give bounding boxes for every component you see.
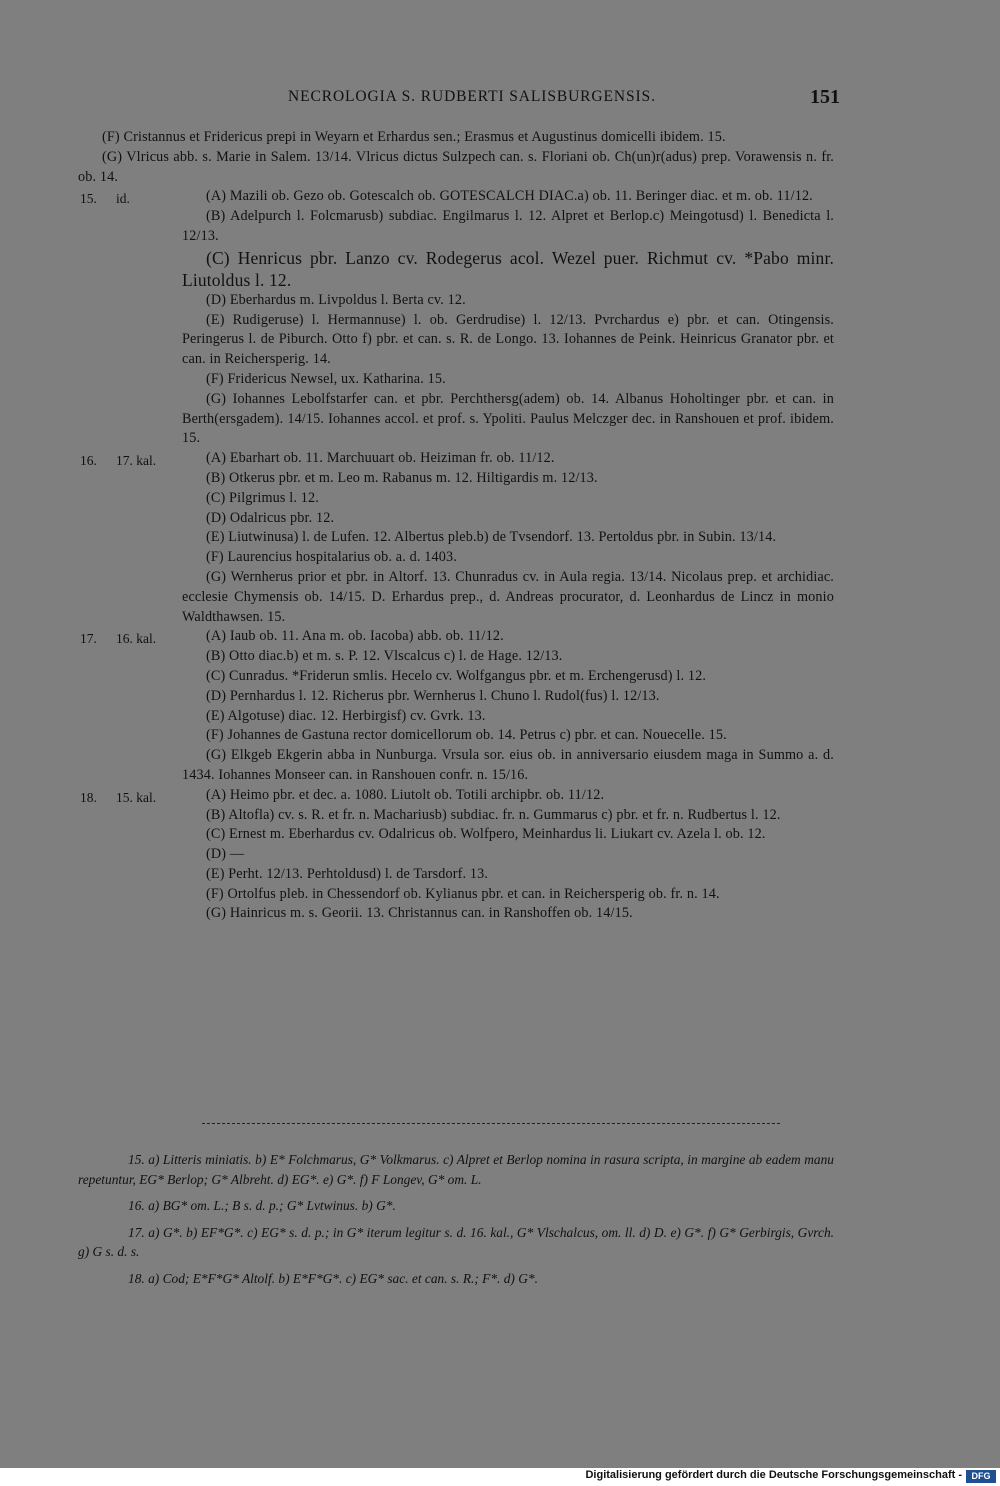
day-date: 15. kal. <box>116 789 157 805</box>
intro-entry: (F) Cristannus et Fridericus prepi in Weyarn et Erhardus sen.; Erasmus et Augustinus domicelli ibidem. 15. <box>102 129 726 145</box>
necrology-entry: (G) Wernherus prior et pbr. in Altorf. 13. Chunradus cv. in Aula regia. 13/14. Nicolaus prep. et archidiac. ecclesie Chymensis ob. 14/15. D. Erhardus prep., d. Andreas procurator, d. Leonhardus de Lincz in monio Waldthawsen. 15. <box>182 568 834 625</box>
necrology-entry: (F) Ortolfus pleb. in Chessendorf ob. Kylianus pbr. et can. in Reichersperig ob. fr. n. 14. <box>206 885 720 902</box>
necrology-entry: (A) Ebarhart ob. 11. Marchuuart ob. Heiziman fr. ob. 11/12. <box>206 450 555 467</box>
necrology-entry: (D) — <box>206 846 245 863</box>
necrology-entry: (F) Johannes de Gastuna rector domicellorum ob. 14. Petrus c) pbr. et can. Nouecelle. 15. <box>206 727 727 744</box>
necrology-entry: (D) Pernhardus l. 12. Richerus pbr. Wernherus l. Chuno l. Rudol(fus) l. 12/13. <box>206 687 660 704</box>
necrology-entry: (A) Heimo pbr. et dec. a. 1080. Liutolt ob. Totili archipbr. ob. 11/12. <box>206 786 605 803</box>
day-block <box>78 449 834 627</box>
intro-entries <box>78 128 834 187</box>
day-date: 16. kal. <box>116 631 157 647</box>
day-number: 17. <box>80 631 97 647</box>
necrology-entry: (B) Otto diac.b) et m. s. P. 12. Vlscalcus c) l. de Hage. 12/13. <box>206 648 563 665</box>
necrology-entry: (C) Ernest m. Eberhardus cv. Odalricus ob. Wolfpero, Meinhardus li. Liukart cv. Azela l. ob. 12. <box>206 826 766 843</box>
header-title: NECROLOGIA S. RUDBERTI SALISBURGENSIS. <box>288 88 656 105</box>
necrology-entry: (F) Laurencius hospitalarius ob. a. d. 1403. <box>206 549 457 566</box>
day-number: 15. <box>80 191 97 207</box>
footnote-divider <box>202 1123 780 1124</box>
necrology-entry: (B) Otkerus pbr. et m. Leo m. Rabanus m. 12. Hiltigardis m. 12/13. <box>206 469 598 486</box>
day-list <box>78 187 834 924</box>
necrology-entry: (D) Odalricus pbr. 12. <box>206 509 335 526</box>
necrology-entry: (E) Perht. 12/13. Perhtoldusd) l. de Tarsdorf. 13. <box>206 865 489 882</box>
footer-bar <box>0 1468 1000 1486</box>
necrology-entry: (C) Cunradus. *Friderun smlis. Hecelo cv. Wolfgangus pbr. et m. Erchengerusd) l. 12. <box>206 667 707 684</box>
day-block <box>78 627 834 785</box>
footer-credit: Digitalisierung gefördert durch die Deutsche Forschungsgemeinschaft - <box>585 1469 962 1481</box>
intro-entry: (G) Vlricus abb. s. Marie in Salem. 13/14. Vlricus dictus Sulzpech can. s. Floriani ob. Ch(un)r(adus) prep. Vorawensis n. fr. ob. 14. <box>78 148 834 185</box>
day-number: 18. <box>80 789 97 805</box>
footnote: 17. a) G*. b) EF*G*. c) EG* s. d. p.; in G* iterum legitur s. d. 16. kal., G* Vlschalcus, om. ll. d) D. e) G*. f) G* Gerbirgis, Gvrch. g) G s. d. s. <box>78 1224 834 1259</box>
necrology-entry: (C) Henricus pbr. Lanzo cv. Rodegerus acol. Wezel puer. Richmut cv. *Pabo minr. Liutoldus l. 12. <box>182 247 834 290</box>
running-header <box>0 88 1000 112</box>
necrology-entry: (C) Pilgrimus l. 12. <box>206 489 319 506</box>
necrology-entry: (F) Fridericus Newsel, ux. Katharina. 15. <box>206 370 446 387</box>
necrology-entry: (B) Adelpurch l. Folcmarusb) subdiac. Engilmarus l. 12. Alpret et Berlop.c) Meingotusd) l. Benedicta l. 12/13. <box>182 208 834 244</box>
footnotes <box>78 1150 834 1295</box>
necrology-entry: (E) Rudigeruse) l. Hermannuse) l. ob. Gerdrudise) l. 12/13. Pvrchardus e) pbr. et can. Otingensis. Peringerus l. de Piburch. Otto f) pbr. et can. s. R. de Longo. 13. Iohannes de Peink. Heinricus Granator pbr. et can. in Reichersperig. 14. <box>182 311 834 368</box>
necrology-entry: (G) Elkgeb Ekgerin abba in Nunburga. Vrsula sor. eius ob. in anniversario eiusdem maga in Summo a. d. 1434. Iohannes Monseer can. in Ranshouen confr. n. 15/16. <box>182 747 834 783</box>
footnote: 16. a) BG* om. L.; B s. d. p.; G* Lvtwinus. b) G*. <box>128 1198 396 1213</box>
necrology-entry: (D) Eberhardus m. Livpoldus l. Berta cv. 12. <box>206 291 466 308</box>
necrology-entry: (A) Iaub ob. 11. Ana m. ob. Iacoba) abb. ob. 11/12. <box>206 628 504 645</box>
necrology-entry: (A) Mazili ob. Gezo ob. Gotescalch ob. GOTESCALCH DIAC.a) ob. 11. Beringer diac. et m. ob. 11/12. <box>206 188 813 205</box>
footnote: 15. a) Litteris miniatis. b) E* Folchmarus, G* Volkmarus. c) Alpret et Berlop nomina in rasura scripta, in margine ab eadem manu repetuntur, EG* Berlop; G* Albreht. d) EG*. e) G*. f) F Longev, G* om. L. <box>78 1152 834 1187</box>
day-number: 16. <box>80 453 97 469</box>
necrology-entry: (G) Hainricus m. s. Georii. 13. Christannus can. in Ranshoffen ob. 14/15. <box>206 905 633 922</box>
page-number: 151 <box>810 86 840 108</box>
necrology-entry: (G) Iohannes Lebolfstarfer can. et pbr. Perchthersg(adem) ob. 14. Albanus Hoholtinger pbr. et can. in Berth(ersgadem). 14/15. Iohannes accol. et prof. s. Ypoliti. Paulus Melczger dec. in Ranshouen et prof. ibidem. 15. <box>182 390 834 447</box>
day-date: 17. kal. <box>116 453 157 469</box>
necrology-entry: (E) Algotuse) diac. 12. Herbirgisf) cv. Gvrk. 13. <box>206 707 486 724</box>
necrology-entry: (E) Liutwinusa) l. de Lufen. 12. Albertus pleb.b) de Tvsendorf. 13. Pertoldus pbr. in Subin. 13/14. <box>206 529 777 546</box>
day-block <box>78 786 834 925</box>
dfg-logo: DFG <box>966 1470 996 1483</box>
footnote: 18. a) Cod; E*F*G* Altolf. b) E*F*G*. c) EG* sac. et can. s. R.; F*. d) G*. <box>128 1270 538 1286</box>
day-block <box>78 187 834 449</box>
day-date: id. <box>116 191 130 207</box>
necrology-entry: (B) Altofla) cv. s. R. et fr. n. Machariusb) subdiac. fr. n. Gummarus c) pbr. et fr. n. Rudbertus l. 12. <box>206 806 781 823</box>
necrology-body <box>78 128 834 924</box>
